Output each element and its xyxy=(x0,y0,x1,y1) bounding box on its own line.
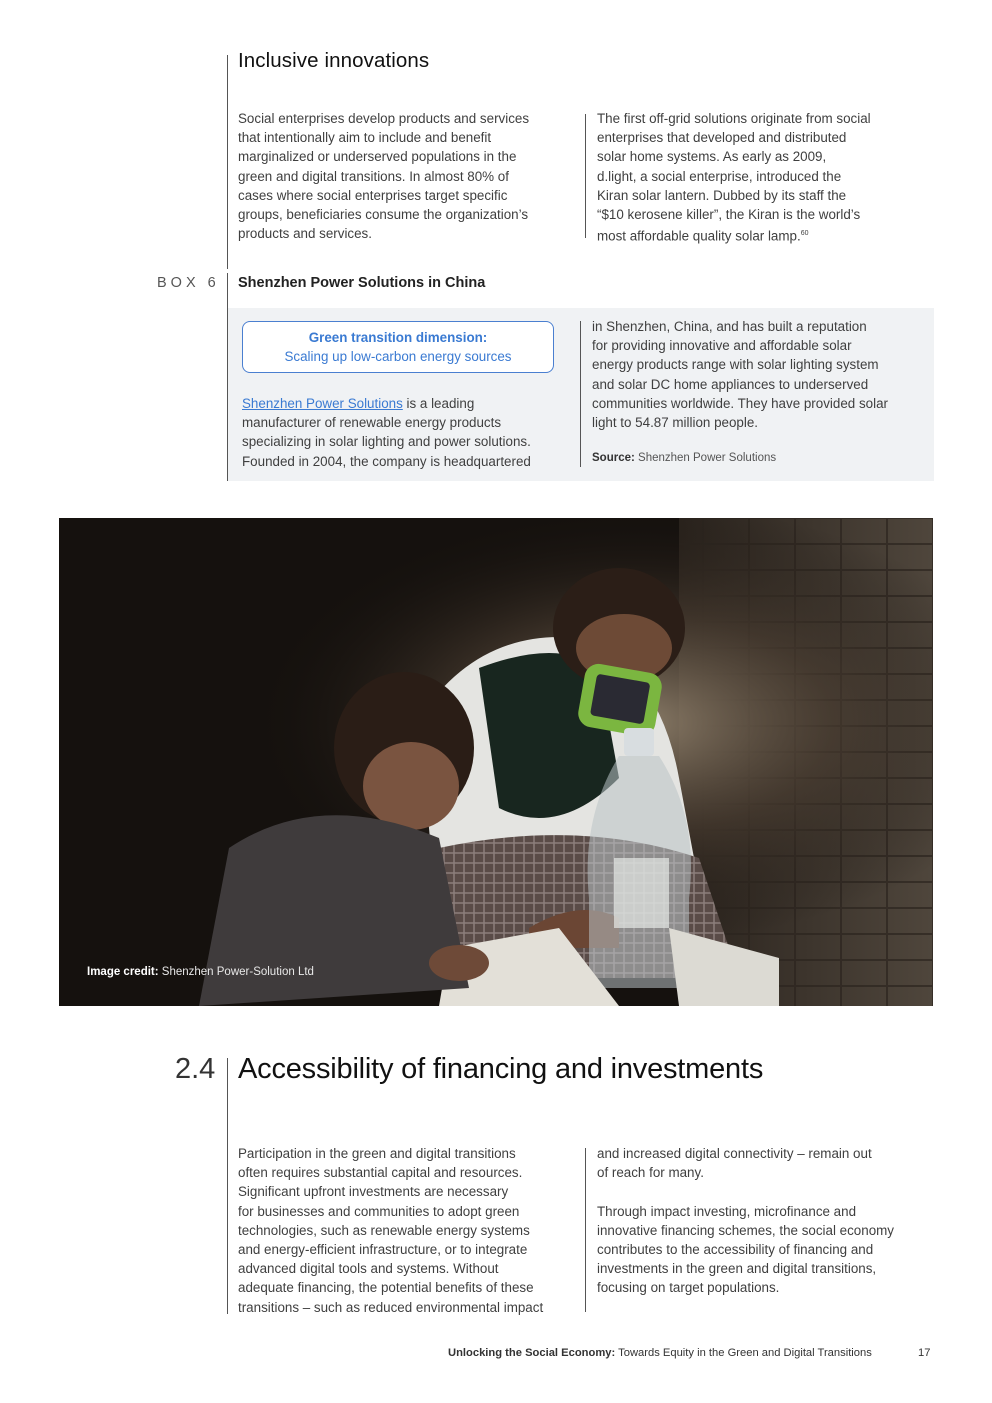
photo xyxy=(59,518,933,1006)
dimension-text: Scaling up low-carbon energy sources xyxy=(284,349,512,364)
para-text: most affordable quality solar lamp. xyxy=(597,228,801,244)
credit-text: Shenzhen Power-Solution Ltd xyxy=(158,966,314,978)
para-line: energy products range with solar lighting system xyxy=(592,357,879,373)
para-line: for businesses and communities to adopt green xyxy=(238,1203,520,1219)
para-text: is a leading xyxy=(402,396,475,411)
dimension-badge xyxy=(242,321,554,373)
photo-illustration xyxy=(59,518,933,1006)
para-line xyxy=(242,394,572,413)
para-line: green and digital transitions. In almost 80% of xyxy=(238,168,509,184)
column-divider xyxy=(585,114,586,238)
page-footer xyxy=(448,1347,872,1359)
image-credit xyxy=(87,966,314,978)
section-rule xyxy=(227,1058,228,1314)
para-line: and solar DC home appliances to underserved xyxy=(592,376,869,392)
para-line: Founded in 2004, the company is headquartered xyxy=(242,453,531,469)
para-line: light to 54.87 million people. xyxy=(592,415,759,431)
page-number: 17 xyxy=(918,1347,931,1359)
section-title: Accessibility of financing and investments xyxy=(238,1053,764,1085)
footer-title-rest: Towards Equity in the Green and Digital Transitions xyxy=(615,1347,872,1359)
dimension-heading: Green transition dimension: xyxy=(308,330,488,345)
para-line: specializing in solar lighting and power solutions. xyxy=(242,434,531,450)
inclusive-col1 xyxy=(238,109,578,243)
para-line: focusing on target populations. xyxy=(597,1280,780,1296)
para-line: and energy-efficient infrastructure, or to integrate xyxy=(238,1242,528,1258)
para-line: enterprises that developed and distributed xyxy=(597,130,847,146)
source-text: Shenzhen Power Solutions xyxy=(634,452,777,464)
para-line: for providing innovative and affordable solar xyxy=(592,338,852,354)
para-line: “$10 kerosene killer”, the Kiran is the world’s xyxy=(597,207,861,223)
para-line: Social enterprises develop products and services xyxy=(238,111,530,126)
footer-title-bold: Unlocking the Social Economy: xyxy=(448,1347,616,1359)
box-column-divider xyxy=(580,321,581,467)
para-line: of reach for many. xyxy=(597,1165,704,1181)
left-rule-top xyxy=(227,55,228,269)
source-label: Source: xyxy=(592,452,635,464)
section-column-divider xyxy=(585,1148,586,1312)
para-line: products and services. xyxy=(238,226,372,242)
footnote-marker[interactable]: 60 xyxy=(800,230,809,238)
para-line xyxy=(597,224,937,246)
box-label: BOX 6 xyxy=(157,275,220,291)
section-number: 2.4 xyxy=(175,1053,216,1085)
para-line: often requires substantial capital and resources. xyxy=(238,1165,523,1181)
para-line: advanced digital tools and systems. Without xyxy=(238,1261,499,1277)
para-line: Kiran solar lantern. Dubbed by its staff the xyxy=(597,187,847,203)
box-col1 xyxy=(242,394,572,471)
box-col2 xyxy=(592,317,932,432)
para-line: marginalized or underserved populations in the xyxy=(238,149,517,165)
para-line: innovative financing schemes, the social economy xyxy=(597,1222,894,1238)
para-spacer xyxy=(597,1182,937,1201)
para-line: Significant upfront investments are necessary xyxy=(238,1184,509,1200)
para-line: transitions – such as reduced environmental impact xyxy=(238,1299,544,1315)
para-line: and increased digital connectivity – remain out xyxy=(597,1146,872,1161)
section-col2 xyxy=(597,1144,937,1298)
inclusive-col2 xyxy=(597,109,937,246)
company-link[interactable]: Shenzhen Power Solutions xyxy=(242,396,403,411)
para-line: communities worldwide. They have provided solar xyxy=(592,395,888,411)
box-title: Shenzhen Power Solutions in China xyxy=(238,275,486,291)
para-line: cases where social enterprises target specific xyxy=(238,187,508,203)
para-line: The first off-grid solutions originate from social xyxy=(597,111,871,126)
para-line: solar home systems. As early as 2009, xyxy=(597,149,827,165)
para-line: investments in the green and digital transitions, xyxy=(597,1261,877,1277)
para-line: Participation in the green and digital transitions xyxy=(238,1146,516,1161)
para-line: that intentionally aim to include and benefit xyxy=(238,130,492,146)
para-line: technologies, such as renewable energy systems xyxy=(238,1222,530,1238)
para-line: groups, beneficiaries consume the organization’s xyxy=(238,207,529,223)
credit-label: Image credit: xyxy=(87,966,159,978)
para-line: adequate financing, the potential benefits of these xyxy=(238,1280,534,1296)
para-line: Through impact investing, microfinance and xyxy=(597,1203,857,1219)
para-line: d.light, a social enterprise, introduced the xyxy=(597,168,842,184)
para-line: manufacturer of renewable energy products xyxy=(242,415,502,431)
box-source xyxy=(592,452,776,464)
section-col1 xyxy=(238,1144,578,1317)
para-line: in Shenzhen, China, and has built a reputation xyxy=(592,319,867,334)
section-heading: Inclusive innovations xyxy=(238,49,430,72)
para-line: contributes to the accessibility of financing and xyxy=(597,1242,874,1258)
